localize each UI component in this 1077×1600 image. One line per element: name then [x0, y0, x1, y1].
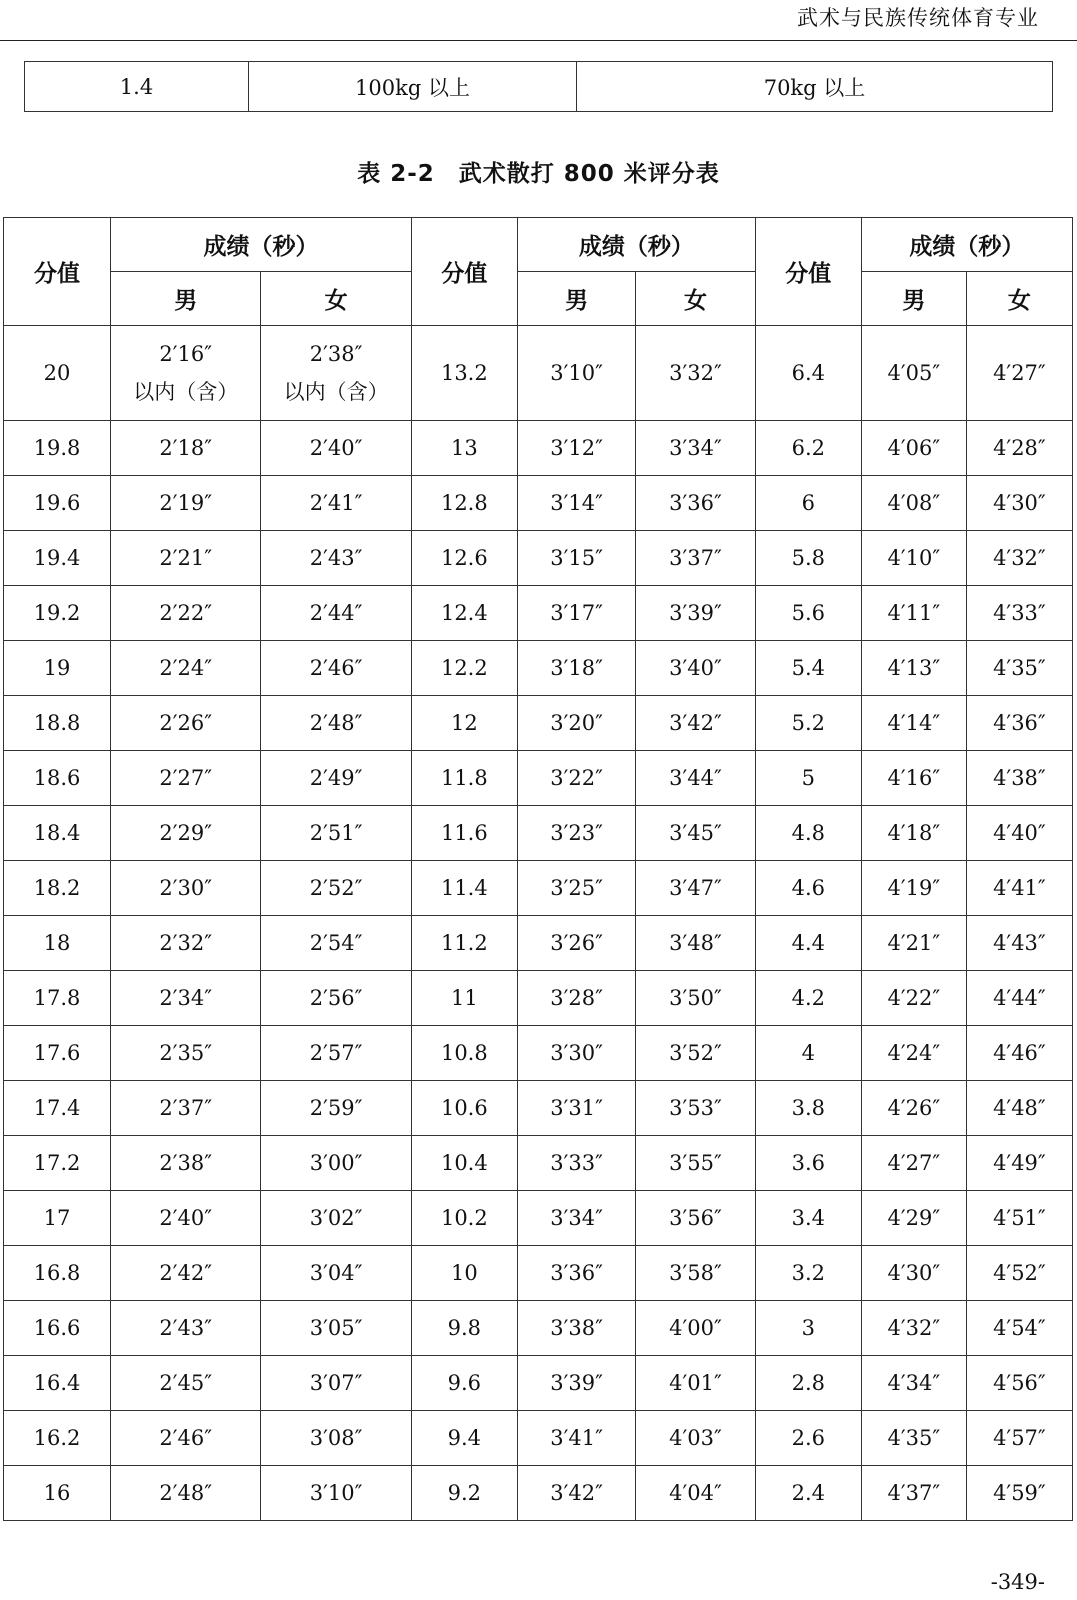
female-time-cell: 4′38″ — [966, 751, 1072, 806]
table-row — [4, 751, 1073, 806]
score-cell: 3.4 — [755, 1191, 861, 1246]
male-time-cell: 2′27″ — [111, 751, 261, 806]
female-time-cell: 2′54″ — [261, 916, 411, 971]
table-row — [4, 1301, 1073, 1356]
male-time-cell: 4′14″ — [861, 696, 966, 751]
male-time-cell: 2′43″ — [111, 1301, 261, 1356]
score-cell: 5.2 — [755, 696, 861, 751]
male-header: 男 — [861, 272, 966, 326]
female-time-cell: 3′32″ — [636, 326, 755, 421]
table-row — [4, 1026, 1073, 1081]
score-cell: 9.8 — [411, 1301, 517, 1356]
male-time-cell: 4′19″ — [861, 861, 966, 916]
male-time-cell: 2′32″ — [111, 916, 261, 971]
score-cell: 9.6 — [411, 1356, 517, 1411]
score-cell: 12.6 — [411, 531, 517, 586]
male-time-cell: 3′36″ — [517, 1246, 635, 1301]
female-time-cell: 4′43″ — [966, 916, 1072, 971]
female-time-cell: 3′00″ — [261, 1136, 411, 1191]
female-time-cell: 3′07″ — [261, 1356, 411, 1411]
score-cell: 6.4 — [755, 326, 861, 421]
female-time-cell: 3′04″ — [261, 1246, 411, 1301]
male-time-cell: 3′10″ — [517, 326, 635, 421]
male-time-cell: 4′29″ — [861, 1191, 966, 1246]
score-cell: 4.4 — [755, 916, 861, 971]
female-header: 女 — [261, 272, 411, 326]
table-row — [4, 1466, 1073, 1521]
female-time-cell: 3′55″ — [636, 1136, 755, 1191]
table-row — [4, 861, 1073, 916]
score-cell: 3.2 — [755, 1246, 861, 1301]
running-header: 武术与民族传统体育专业 — [797, 6, 1039, 30]
score-cell: 12 — [411, 696, 517, 751]
female-time-cell: 4′54″ — [966, 1301, 1072, 1356]
female-time-cell: 3′45″ — [636, 806, 755, 861]
female-time-cell: 4′03″ — [636, 1411, 755, 1466]
male-time-cell: 3′28″ — [517, 971, 635, 1026]
table-row — [4, 326, 1073, 421]
male-time-cell: 3′39″ — [517, 1356, 635, 1411]
female-time-cell: 3′53″ — [636, 1081, 755, 1136]
male-time-cell: 4′22″ — [861, 971, 966, 1026]
female-time-cell: 3′58″ — [636, 1246, 755, 1301]
female-time-cell: 4′51″ — [966, 1191, 1072, 1246]
female-time-cell: 2′40″ — [261, 421, 411, 476]
male-time-cell: 4′21″ — [861, 916, 966, 971]
female-time-cell: 4′59″ — [966, 1466, 1072, 1521]
female-time-cell: 3′02″ — [261, 1191, 411, 1246]
score-cell: 16 — [4, 1466, 111, 1521]
female-time-cell: 2′41″ — [261, 476, 411, 531]
score-cell: 10.8 — [411, 1026, 517, 1081]
male-time-cell: 2′30″ — [111, 861, 261, 916]
female-time-cell: 3′39″ — [636, 586, 755, 641]
male-time-cell: 4′08″ — [861, 476, 966, 531]
female-time-cell: 2′52″ — [261, 861, 411, 916]
score-cell: 2.6 — [755, 1411, 861, 1466]
score-cell: 17.8 — [4, 971, 111, 1026]
score-header: 分值 — [4, 218, 111, 326]
score-cell: 5.4 — [755, 641, 861, 696]
female-time-cell: 4′04″ — [636, 1466, 755, 1521]
score-cell: 11.6 — [411, 806, 517, 861]
score-cell: 10.6 — [411, 1081, 517, 1136]
male-time-cell: 3′34″ — [517, 1191, 635, 1246]
score-cell: 3.6 — [755, 1136, 861, 1191]
result-header: 成绩（秒） — [517, 218, 755, 272]
male-time-cell: 3′25″ — [517, 861, 635, 916]
score-cell: 19 — [4, 641, 111, 696]
table-row — [4, 916, 1073, 971]
female-time-cell: 3′56″ — [636, 1191, 755, 1246]
table-row — [4, 1246, 1073, 1301]
score-cell: 19.6 — [4, 476, 111, 531]
male-time-cell: 2′42″ — [111, 1246, 261, 1301]
score-cell: 18.2 — [4, 861, 111, 916]
female-time-cell: 4′57″ — [966, 1411, 1072, 1466]
score-cell: 12.8 — [411, 476, 517, 531]
female-time-cell: 4′30″ — [966, 476, 1072, 531]
female-time-cell: 3′42″ — [636, 696, 755, 751]
female-time-cell: 2′48″ — [261, 696, 411, 751]
table-row — [4, 421, 1073, 476]
result-header: 成绩（秒） — [111, 218, 412, 272]
male-time-cell: 4′27″ — [861, 1136, 966, 1191]
female-time-cell: 3′36″ — [636, 476, 755, 531]
female-time-cell: 4′52″ — [966, 1246, 1072, 1301]
female-time-cell: 2′49″ — [261, 751, 411, 806]
score-cell: 2.4 — [755, 1466, 861, 1521]
score-header: 分值 — [411, 218, 517, 326]
continued-table — [24, 61, 1053, 112]
score-cell: 16.8 — [4, 1246, 111, 1301]
score-cell: 18.6 — [4, 751, 111, 806]
male-time-cell: 2′26″ — [111, 696, 261, 751]
score-cell: 17 — [4, 1191, 111, 1246]
score-cell: 5.8 — [755, 531, 861, 586]
score-cell: 16.4 — [4, 1356, 111, 1411]
score-cell: 9.2 — [411, 1466, 517, 1521]
female-time-cell: 4′41″ — [966, 861, 1072, 916]
table-row — [4, 1411, 1073, 1466]
female-time-cell: 4′40″ — [966, 806, 1072, 861]
female-time-cell: 4′49″ — [966, 1136, 1072, 1191]
result-header: 成绩（秒） — [861, 218, 1072, 272]
female-time-cell: 2′38″ 以内（含） — [261, 326, 411, 421]
female-time-cell: 4′46″ — [966, 1026, 1072, 1081]
score-cell: 12.2 — [411, 641, 517, 696]
male-time-cell: 2′29″ — [111, 806, 261, 861]
score-cell: 5.6 — [755, 586, 861, 641]
male-time-cell: 2′16″ 以内（含） — [111, 326, 261, 421]
score-cell: 19.4 — [4, 531, 111, 586]
male-time-cell: 2′45″ — [111, 1356, 261, 1411]
female-time-cell: 2′51″ — [261, 806, 411, 861]
score-cell: 20 — [4, 326, 111, 421]
score-cell: 16.2 — [4, 1411, 111, 1466]
female-time-cell: 3′05″ — [261, 1301, 411, 1356]
male-time-cell: 3′31″ — [517, 1081, 635, 1136]
male-time-cell: 2′19″ — [111, 476, 261, 531]
male-time-cell: 2′46″ — [111, 1411, 261, 1466]
female-time-cell: 2′46″ — [261, 641, 411, 696]
female-time-cell: 4′00″ — [636, 1301, 755, 1356]
score-cell: 18.4 — [4, 806, 111, 861]
score-cell: 11 — [411, 971, 517, 1026]
continued-female-weight-cell: 70kg 以上 — [577, 62, 1053, 112]
table-row — [4, 531, 1073, 586]
continued-table-row — [25, 62, 1053, 112]
score-cell: 3.8 — [755, 1081, 861, 1136]
male-time-cell: 3′33″ — [517, 1136, 635, 1191]
score-cell: 10 — [411, 1246, 517, 1301]
male-time-cell: 2′38″ — [111, 1136, 261, 1191]
header-rule — [0, 40, 1077, 41]
male-time-cell: 4′35″ — [861, 1411, 966, 1466]
table-row — [4, 641, 1073, 696]
score-cell: 6 — [755, 476, 861, 531]
score-table — [3, 217, 1073, 1521]
score-cell: 4 — [755, 1026, 861, 1081]
male-time-cell: 4′32″ — [861, 1301, 966, 1356]
score-cell: 5 — [755, 751, 861, 806]
female-time-cell: 4′35″ — [966, 641, 1072, 696]
female-time-cell: 3′44″ — [636, 751, 755, 806]
female-time-cell: 3′08″ — [261, 1411, 411, 1466]
table-row — [4, 586, 1073, 641]
male-header: 男 — [111, 272, 261, 326]
male-time-cell: 4′16″ — [861, 751, 966, 806]
male-time-cell: 4′26″ — [861, 1081, 966, 1136]
male-time-cell: 3′22″ — [517, 751, 635, 806]
male-time-cell: 2′34″ — [111, 971, 261, 1026]
score-header: 分值 — [755, 218, 861, 326]
female-time-cell: 4′27″ — [966, 326, 1072, 421]
female-time-cell: 3′37″ — [636, 531, 755, 586]
header-row-1 — [4, 218, 1073, 272]
score-cell: 10.2 — [411, 1191, 517, 1246]
score-cell: 16.6 — [4, 1301, 111, 1356]
male-time-cell: 2′37″ — [111, 1081, 261, 1136]
score-cell: 11.4 — [411, 861, 517, 916]
female-time-cell: 2′59″ — [261, 1081, 411, 1136]
male-time-cell: 2′21″ — [111, 531, 261, 586]
score-cell: 2.8 — [755, 1356, 861, 1411]
male-time-cell: 4′13″ — [861, 641, 966, 696]
score-cell: 4.2 — [755, 971, 861, 1026]
male-time-cell: 4′06″ — [861, 421, 966, 476]
male-time-cell: 4′37″ — [861, 1466, 966, 1521]
score-cell: 17.4 — [4, 1081, 111, 1136]
page-number: -349- — [990, 1570, 1045, 1594]
male-time-cell: 3′14″ — [517, 476, 635, 531]
male-time-cell: 4′10″ — [861, 531, 966, 586]
table-row — [4, 1136, 1073, 1191]
score-cell: 19.2 — [4, 586, 111, 641]
male-time-cell: 2′35″ — [111, 1026, 261, 1081]
score-cell: 9.4 — [411, 1411, 517, 1466]
male-time-cell: 3′41″ — [517, 1411, 635, 1466]
female-time-cell: 4′56″ — [966, 1356, 1072, 1411]
male-time-cell: 4′24″ — [861, 1026, 966, 1081]
score-cell: 18 — [4, 916, 111, 971]
score-cell: 11.2 — [411, 916, 517, 971]
table-row — [4, 476, 1073, 531]
continued-score-cell: 1.4 — [25, 62, 249, 112]
female-time-cell: 3′34″ — [636, 421, 755, 476]
table-row — [4, 806, 1073, 861]
male-time-cell: 4′11″ — [861, 586, 966, 641]
score-cell: 18.8 — [4, 696, 111, 751]
male-time-cell: 2′48″ — [111, 1466, 261, 1521]
table-row — [4, 1356, 1073, 1411]
male-time-cell: 3′26″ — [517, 916, 635, 971]
female-time-cell: 3′10″ — [261, 1466, 411, 1521]
female-time-cell: 4′48″ — [966, 1081, 1072, 1136]
female-time-cell: 3′52″ — [636, 1026, 755, 1081]
female-header: 女 — [966, 272, 1072, 326]
female-time-cell: 4′01″ — [636, 1356, 755, 1411]
table-title: 表 2-2 武术散打 800 米评分表 — [357, 161, 720, 187]
table-row — [4, 971, 1073, 1026]
score-cell: 4.8 — [755, 806, 861, 861]
score-cell: 17.2 — [4, 1136, 111, 1191]
header-row-2 — [4, 272, 1073, 326]
score-cell: 4.6 — [755, 861, 861, 916]
male-time-cell: 3′42″ — [517, 1466, 635, 1521]
female-header: 女 — [636, 272, 755, 326]
continued-male-weight-cell: 100kg 以上 — [249, 62, 577, 112]
female-time-cell: 4′44″ — [966, 971, 1072, 1026]
male-time-cell: 3′15″ — [517, 531, 635, 586]
male-time-cell: 3′23″ — [517, 806, 635, 861]
female-time-cell: 4′32″ — [966, 531, 1072, 586]
female-time-cell: 4′33″ — [966, 586, 1072, 641]
score-table-body — [4, 326, 1073, 1521]
table-row — [4, 1081, 1073, 1136]
female-time-cell: 2′43″ — [261, 531, 411, 586]
male-time-cell: 4′34″ — [861, 1356, 966, 1411]
female-time-cell: 4′36″ — [966, 696, 1072, 751]
score-cell: 11.8 — [411, 751, 517, 806]
male-time-cell: 2′22″ — [111, 586, 261, 641]
female-time-cell: 3′47″ — [636, 861, 755, 916]
female-time-cell: 2′57″ — [261, 1026, 411, 1081]
score-cell: 12.4 — [411, 586, 517, 641]
male-time-cell: 2′18″ — [111, 421, 261, 476]
score-cell: 10.4 — [411, 1136, 517, 1191]
male-time-cell: 2′40″ — [111, 1191, 261, 1246]
male-time-cell: 4′05″ — [861, 326, 966, 421]
female-time-cell: 2′56″ — [261, 971, 411, 1026]
male-time-cell: 4′30″ — [861, 1246, 966, 1301]
male-time-cell: 4′18″ — [861, 806, 966, 861]
score-cell: 6.2 — [755, 421, 861, 476]
female-time-cell: 3′48″ — [636, 916, 755, 971]
female-time-cell: 2′44″ — [261, 586, 411, 641]
score-cell: 13.2 — [411, 326, 517, 421]
score-cell: 17.6 — [4, 1026, 111, 1081]
male-time-cell: 2′24″ — [111, 641, 261, 696]
female-time-cell: 3′50″ — [636, 971, 755, 1026]
score-cell: 3 — [755, 1301, 861, 1356]
male-time-cell: 3′12″ — [517, 421, 635, 476]
female-time-cell: 3′40″ — [636, 641, 755, 696]
score-cell: 19.8 — [4, 421, 111, 476]
female-time-cell: 4′28″ — [966, 421, 1072, 476]
male-time-cell: 3′18″ — [517, 641, 635, 696]
male-header: 男 — [517, 272, 635, 326]
table-row — [4, 696, 1073, 751]
score-cell: 13 — [411, 421, 517, 476]
table-row — [4, 1191, 1073, 1246]
male-time-cell: 3′17″ — [517, 586, 635, 641]
male-time-cell: 3′30″ — [517, 1026, 635, 1081]
male-time-cell: 3′20″ — [517, 696, 635, 751]
male-time-cell: 3′38″ — [517, 1301, 635, 1356]
